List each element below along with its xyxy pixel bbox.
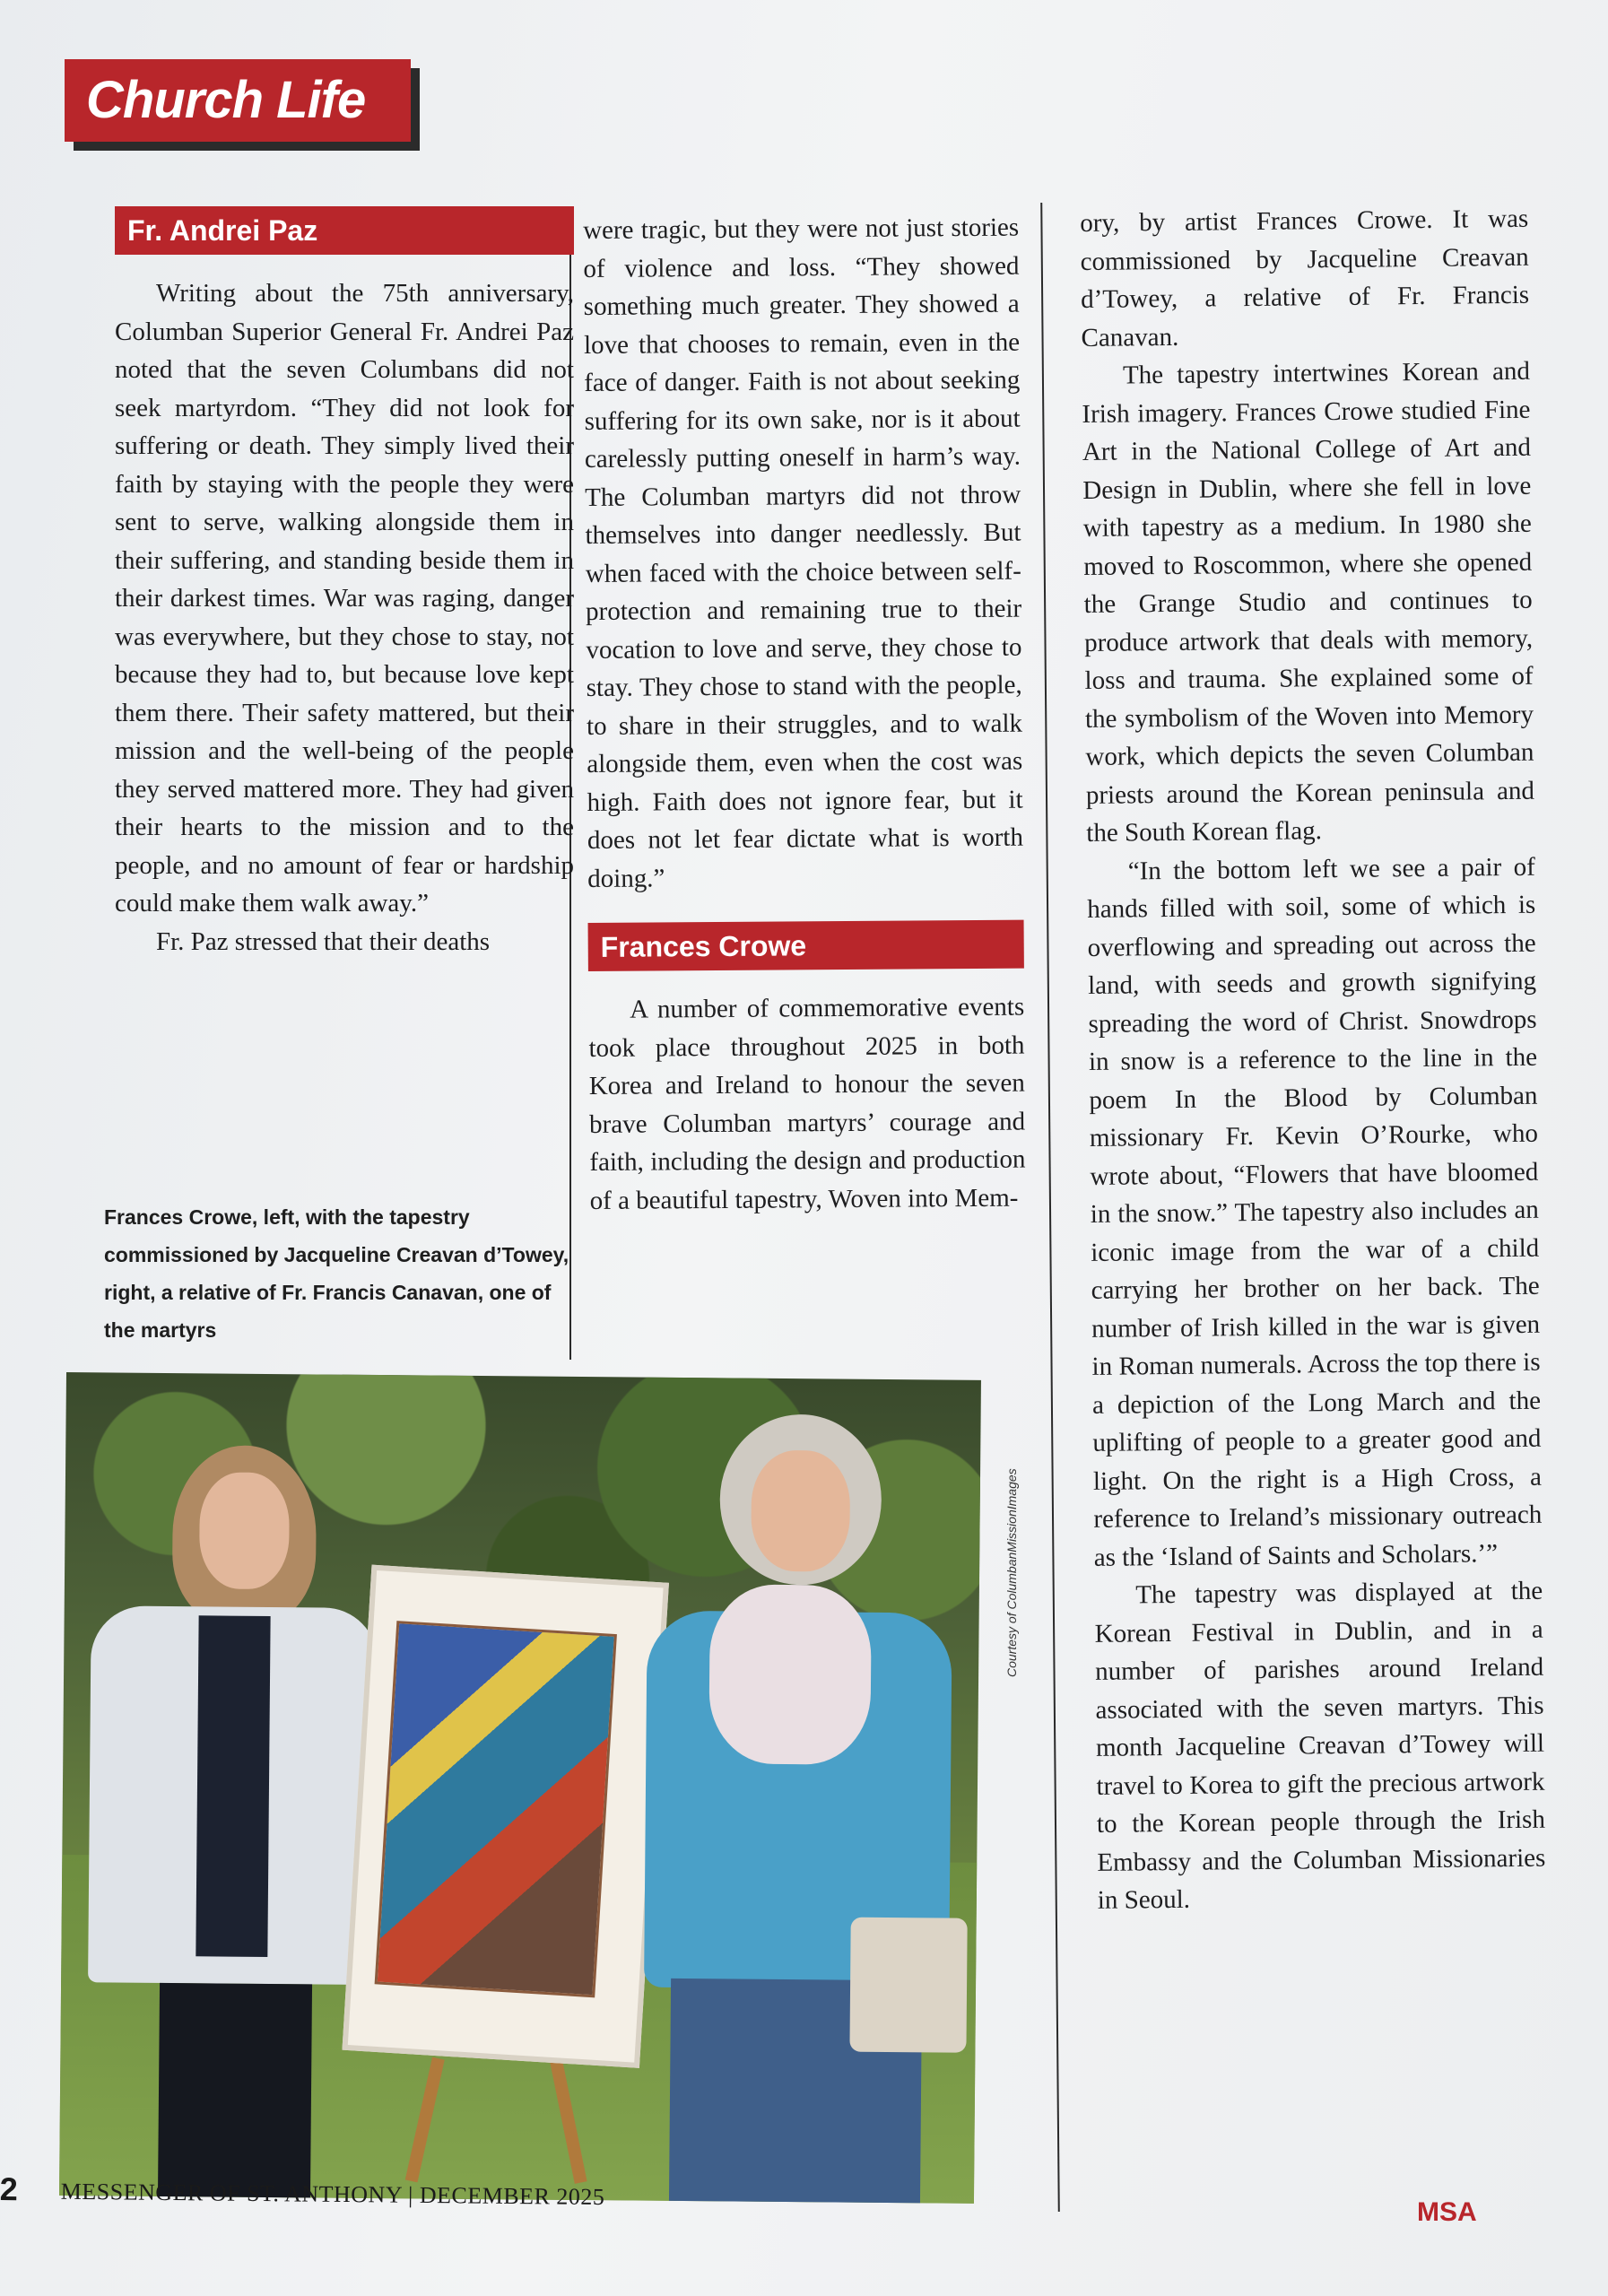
publication-line: MESSENGER OF ST. ANTHONY | DECEMBER 2025 <box>60 2178 605 2211</box>
paragraph: were tragic, but they were not just stories of violence and loss. “They showed something much greater. They showed a love that chooses to remain, even in the face of danger. Faith is not about seeking suffering for its own sake, nor is it about carelessly putting oneself in harm’s way. The Columban martyrs did not throw themselves into danger needlessly. But when faced with the choice between self-protection and remaining true to their vocation to love and serve, they chose to stay. They chose to stand with the people, to share in their struggles, and to walk alongside them, even when the cost was high. Faith does not ignore fear, but it does not let fear dictate what is worth doing.” <box>583 213 1023 893</box>
page-number: 2 <box>0 2170 19 2208</box>
paragraph: Fr. Paz stressed that their deaths <box>156 926 491 956</box>
section-banner <box>65 59 411 142</box>
paragraph: ory, by artist Frances Crowe. It was commissioned by Jacqueline Creavan d’Towey, a relative of Fr. Francis Canavan. <box>1080 204 1530 352</box>
subheading-frances-crowe: Frances Crowe <box>588 920 1024 971</box>
subheading-andrei-paz: Fr. Andrei Paz <box>115 206 574 255</box>
article-column-1 <box>115 206 574 961</box>
paragraph: Writing about the 75th anniversary, Columban Superior General Fr. Andrei Paz noted that the seven Columbans did not seek martyrdom. “They did not look for suffering or death. They simply lived their faith by staying with the people they were sent to serve, walking alongside them in their suffering, and standing beside them in their darkest times. War was raging, danger was everywhere, but they chose to stay, not because they had to, but because love kept them there. Their safety mattered, but their mission and the well-being of the people they served mattered more. They had given their hearts to the mission and to the people, and no amount of fear or hardship could make them walk away.” <box>115 279 574 918</box>
section-title: Church Life <box>86 71 366 129</box>
paragraph: “In the bottom left we see a pair of hands filled with soil, some of which is overflowing and spreading out across the land, with seeds and growth signifying spreading the word of Christ. Snowdrops in snow is a reference to the line in the poem In the Blood by Columban missionary Fr. Kevin O’Rourke, who wrote about, “Flowers that have bloomed in the snow.” The tapestry also includes an iconic image from the war of a child carrying her brother on her back. The number of Irish killed in the war is given in Roman numerals. Across the top there is a depiction of the Long March and the uplifting of people to a greater good and light. On the right is a High Cross, a reference to Ireland’s missionary outreach as the ‘Island of Saints and Scholars.’” <box>1087 852 1543 1572</box>
photo-credit: Courtesy of ColumbanMissionImages <box>1004 1468 1019 1677</box>
paragraph: The tapestry intertwines Korean and Irish imagery. Frances Crowe studied Fine Art in the National College of Art and Design in Dublin, where she fell in love with tapestry as a medium. In 1980 she moved to Roscommon, where she opened the Grange Studio and continues to produce artwork that deals with memory, loss and trauma. She explained some of the symbolism of the Woven into Memory work, which depicts the seven Columban priests around the Korean peninsula and the South Korean flag. <box>1082 356 1535 848</box>
tapestry-artwork <box>375 1621 617 1997</box>
page-footer <box>0 2170 682 2222</box>
article-photo <box>59 1372 981 2204</box>
paragraph: The tapestry was displayed at the Korean Festival in Dublin, and in a number of parishes around Ireland associated with the seven martyrs. This month Jacqueline Creavan d’Towey will travel to Korea to gift the precious artwork to the Korean people through the Irish Embassy and the Columban Missionaries in Seoul. <box>1094 1576 1546 1915</box>
author-signature: MSA <box>1417 2197 1477 2227</box>
article-column-3 <box>1080 200 1546 1920</box>
article-column-2 <box>583 209 1026 1220</box>
photo-caption: Frances Crowe, left, with the tapestry commissioned by Jacqueline Creavan d’Towey, right, a relative of Fr. Francis Canavan, one of the martyrs <box>104 1205 569 1342</box>
paragraph: A number of commemorative events took place throughout 2025 in both Korea and Ireland to honour the seven brave Columban martyrs’ courage and faith, including the design and production of a beautiful tapestry, Woven into Mem- <box>588 992 1026 1215</box>
